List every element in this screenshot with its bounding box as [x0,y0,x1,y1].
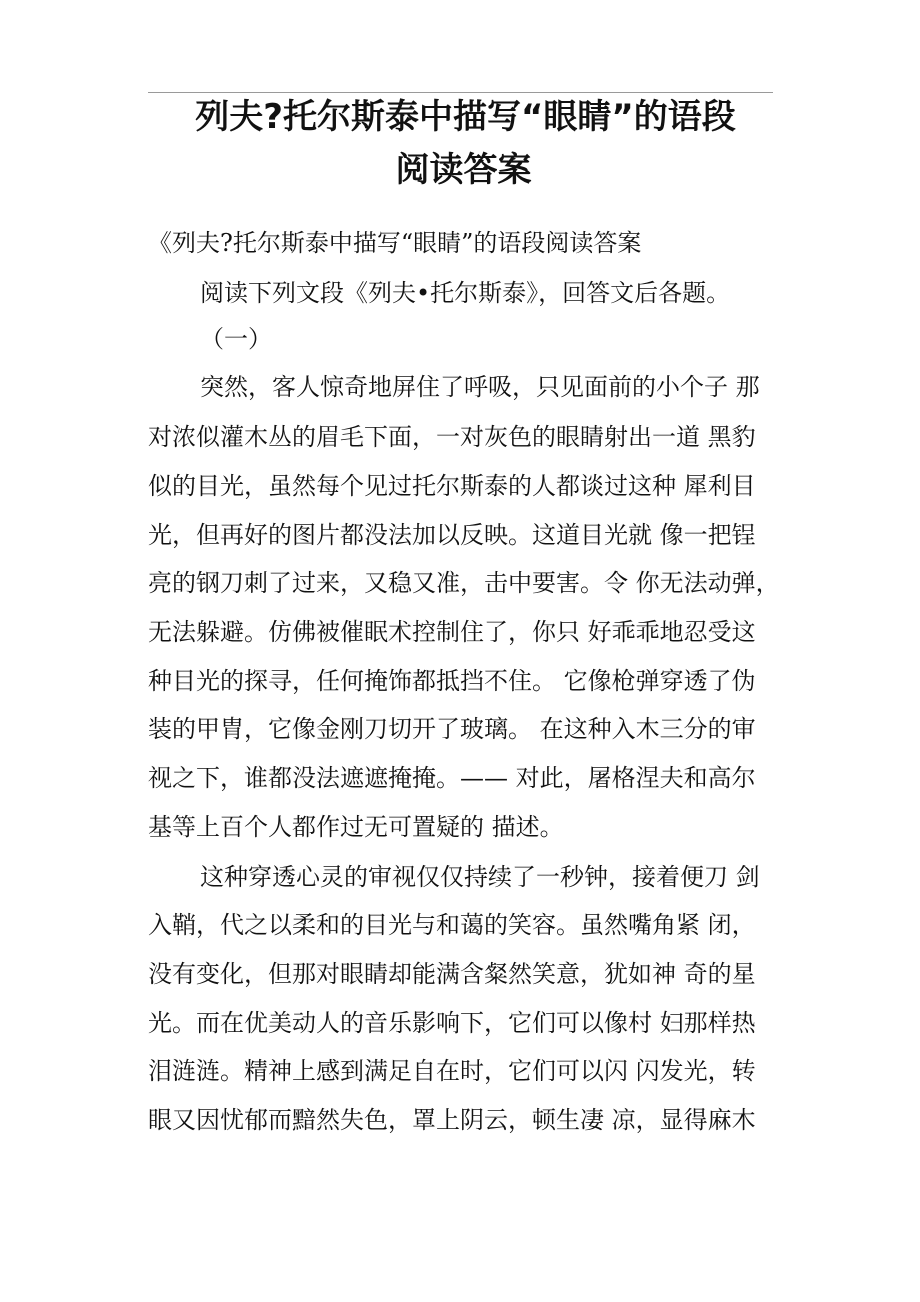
paragraph-line: 光。而在优美动人的音乐影响下，它们可以像村 妇那样热 [148,1009,756,1037]
header-rule [148,92,773,93]
paragraph-line: 没有变化，但那对眼睛却能满含粲然笑意，犹如神 奇的星 [148,960,756,988]
document-title-line-2: 阅读答案 [395,150,532,190]
paragraph-line: 似的目光，虽然每个见过托尔斯泰的人都谈过这种 犀利目 [148,472,756,500]
paragraph-line: 对浓似灌木丛的眉毛下面，一对灰色的眼睛射出一道 黑豹 [148,423,756,451]
paragraph-line: 种目光的探寻，任何掩饰都抵挡不住。 它像枪弹穿透了伪 [148,667,756,695]
paragraph-line: 装的甲胄，它像金刚刀切开了玻璃。 在这种入木三分的审 [148,715,756,743]
paragraph-line: 亮的钢刀刺了过来，又稳又准，击中要害。令 你无法动弹， [148,569,780,597]
paragraph-line: 泪涟涟。精神上感到满足自在时，它们可以闪 闪发光，转 [148,1057,756,1085]
document-subtitle: 《列夫?托尔斯泰中描写“眼睛”的语段阅读答案 [148,229,642,257]
paragraph-line: 光，但再好的图片都没法加以反映。这道目光就 像一把锃 [148,521,756,549]
paragraph-line: 视之下，谁都没法遮遮掩掩。—— 对此，屠格涅夫和高尔 [148,764,756,792]
paragraph-line: 眼又因忧郁而黯然失色，罩上阴云，顿生凄 凉，显得麻木 [148,1106,756,1134]
paragraph-line: 无法躲避。仿佛被催眠术控制住了，你只 好乖乖地忍受这 [148,618,756,646]
paragraph-line: 入鞘，代之以柔和的目光与和蔼的笑容。虽然嘴角紧 闭， [148,911,756,939]
paragraph-line: 基等上百个人都作过无可置疑的 描述。 [148,813,564,841]
document-title-line-1: 列夫?托尔斯泰中描写“眼睛”的语段 [195,97,736,137]
section-label: （一） [200,325,272,353]
intro-line: 阅读下列文段《列夫•托尔斯泰》，回答文后各题。 [200,279,731,307]
paragraph-line: 突然，客人惊奇地屏住了呼吸，只见面前的小个子 那 [200,373,760,401]
paragraph-line: 这种穿透心灵的审视仅仅持续了一秒钟，接着便刀 剑 [200,863,760,891]
